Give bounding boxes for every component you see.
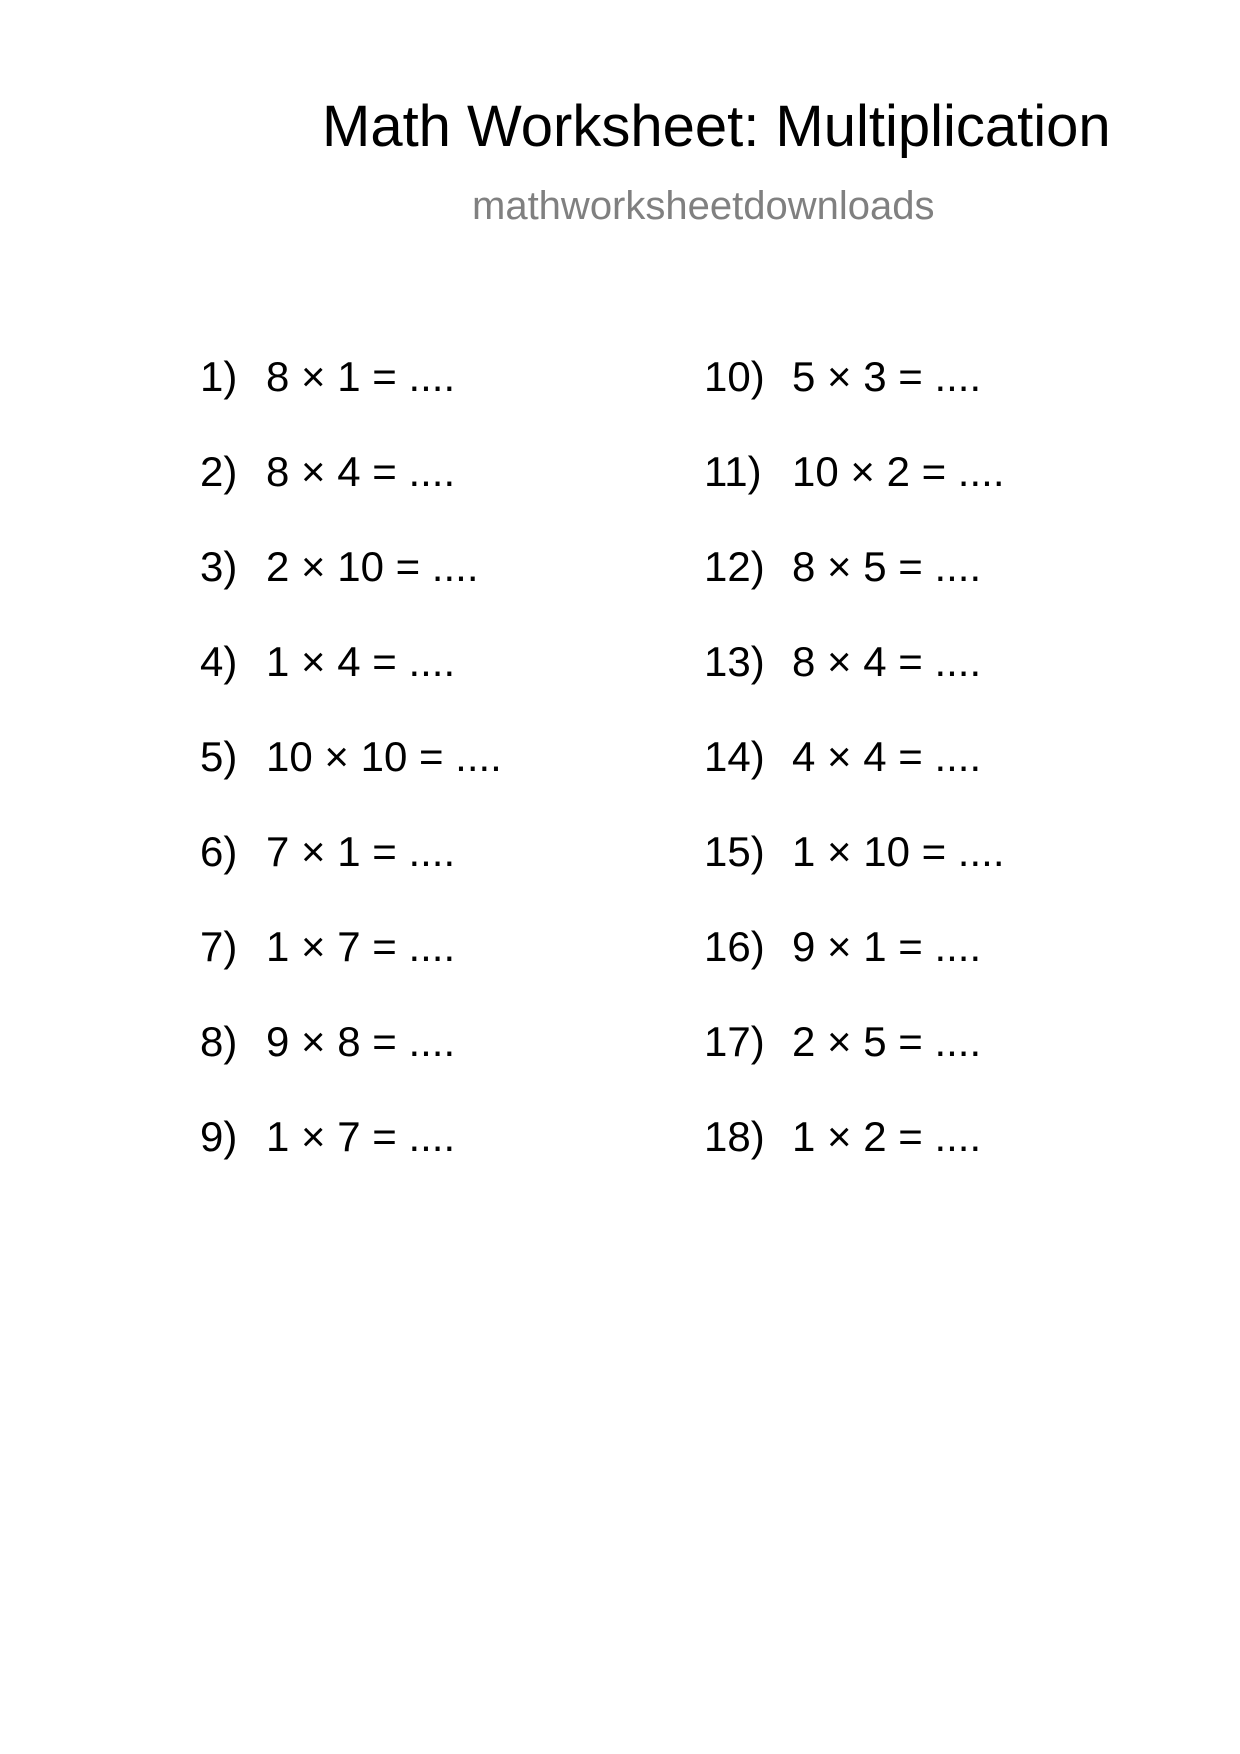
problem-number: 5) [200,733,238,780]
problem-expression: 5 × 3 = .... [792,353,982,400]
problem-expression: 2 × 5 = .... [792,1018,982,1065]
problem-item [704,734,1004,829]
problem-expression: 9 × 8 = .... [266,1018,456,1065]
problem-item [704,639,1004,734]
problem-number: 15) [704,828,765,875]
problem-number: 8) [200,1018,238,1065]
problem-number: 1) [200,353,238,400]
problem-expression: 1 × 10 = .... [792,828,1005,875]
problem-expression: 8 × 4 = .... [792,638,982,685]
problem-column-left [200,354,502,1209]
problem-expression: 4 × 4 = .... [792,733,982,780]
problem-expression: 10 × 2 = .... [792,448,1005,495]
problem-item [704,1019,1004,1114]
problem-item [200,639,502,734]
problem-number: 9) [200,1113,238,1160]
worksheet-source: mathworksheetdownloads [472,184,935,228]
problem-item [200,1114,502,1209]
problem-expression: 9 × 1 = .... [792,923,982,970]
problem-number: 4) [200,638,238,685]
problem-number: 2) [200,448,238,495]
problem-expression: 1 × 4 = .... [266,638,456,685]
problem-expression: 1 × 7 = .... [266,1113,456,1160]
problem-number: 14) [704,733,765,780]
problem-item [704,1114,1004,1209]
problem-number: 12) [704,543,765,590]
problem-number: 3) [200,543,238,590]
problem-item [200,354,502,449]
problem-number: 13) [704,638,765,685]
problem-expression: 2 × 10 = .... [266,543,479,590]
problem-expression: 7 × 1 = .... [266,828,456,875]
problem-number: 16) [704,923,765,970]
problem-expression: 1 × 7 = .... [266,923,456,970]
problem-item [704,354,1004,449]
problem-number: 18) [704,1113,765,1160]
problem-item [704,449,1004,544]
problem-item [200,829,502,924]
problem-expression: 1 × 2 = .... [792,1113,982,1160]
problem-column-right [704,354,1004,1209]
problem-expression: 8 × 1 = .... [266,353,456,400]
problem-item [704,924,1004,1019]
problem-expression: 10 × 10 = .... [266,733,502,780]
problem-expression: 8 × 4 = .... [266,448,456,495]
problem-item [200,1019,502,1114]
problem-item [704,544,1004,639]
problem-item [704,829,1004,924]
problem-item [200,924,502,1019]
problem-item [200,544,502,639]
problem-number: 7) [200,923,238,970]
problem-number: 10) [704,353,765,400]
problem-number: 6) [200,828,238,875]
problem-expression: 8 × 5 = .... [792,543,982,590]
problem-item [200,449,502,544]
problem-item [200,734,502,829]
worksheet-title: Math Worksheet: Multiplication [322,94,1111,159]
problem-number: 11) [704,448,762,495]
problem-number: 17) [704,1018,765,1065]
